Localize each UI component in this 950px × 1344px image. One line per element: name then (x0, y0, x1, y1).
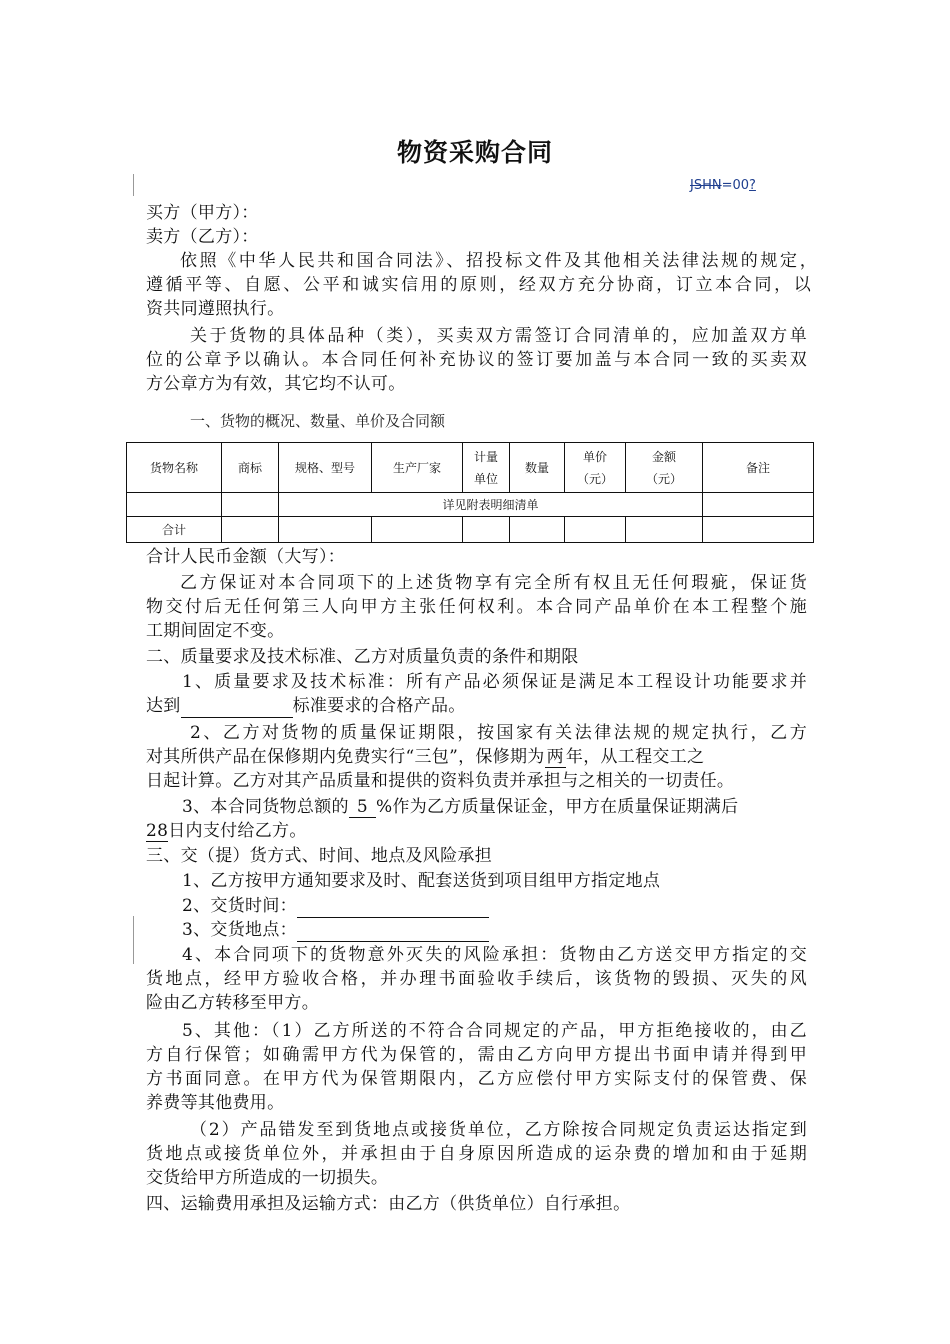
delivery-place-line (182, 918, 847, 942)
margin-bar-top (133, 174, 134, 196)
table-cell (463, 517, 510, 543)
other-line: 5、其他：（1）乙方所送的不符合合同规定的产品，甲方拒绝接收的，由乙 (182, 1021, 807, 1041)
table-cell (626, 517, 703, 543)
quality-line: 1、质量要求及技术标准：所有产品必须保证是满足本工程设计功能要求并 (182, 672, 807, 692)
header-unit-line1: 计量 (473, 449, 498, 464)
risk-line: 4、本合同项下的货物意外灭失的风险承担：货物由乙方送交甲方指定的交 (182, 945, 807, 965)
section-3-title: 三、交（提）货方式、时间、地点及风险承担 (146, 846, 492, 866)
deposit-line (182, 795, 847, 819)
header-amount-line2: （元） (645, 471, 682, 486)
deposit-text: 日内支付给乙方。 (168, 821, 307, 841)
warranty-period-line: 日起计算。乙方对其产品质量和提供的资料负责并承担与之相关的一切责任。 (146, 771, 735, 791)
table-cell (222, 493, 279, 517)
document-number (690, 178, 756, 193)
header-maker: 生产厂家 (372, 443, 463, 493)
header-unit-price (565, 443, 626, 493)
warranty-line: 物交付后无任何第三人向甲方主张任何权利。本合同产品单价在本工程整个施 (146, 597, 807, 617)
contract-title: 物资采购合同 (396, 138, 553, 167)
section-4-title: 四、运输费用承担及运输方式：由乙方（供货单位）自行承担。 (146, 1194, 631, 1214)
section-2-title: 二、质量要求及技术标准、乙方对质量负责的条件和期限 (146, 647, 579, 667)
delivery-time-label: 2、交货时间： (182, 896, 297, 916)
warranty-line: 工期间固定不变。 (146, 621, 285, 641)
intro-line: 资共同遵照执行。 (146, 299, 285, 319)
document-number-underlined: ? (749, 178, 756, 193)
other-line: 方自行保管；如确需甲方代为保管的，需由乙方向甲方提出书面申请并得到甲 (146, 1045, 807, 1065)
warranty-period-text: 年，从工程交工之 (565, 747, 705, 767)
intro-line: 依照《中华人民共和国合同法》、招投标文件及其他相关法律法规的规定， (180, 251, 817, 271)
intro-line: 遵循平等、自愿、公平和诚实信用的原则，经双方充分协商，订立本合同，以 (146, 275, 811, 295)
intro-line: 位的公章予以确认。本合同任何补充协议的签订要加盖与本合同一致的买卖双 (146, 350, 807, 370)
deposit-text: 3、本合同货物总额的 (182, 797, 349, 817)
buyer-line: 买方（甲方）： (146, 203, 259, 223)
header-quantity: 数量 (510, 443, 565, 493)
misdelivery-line: 交货给甲方所造成的一切损失。 (146, 1168, 389, 1188)
section-1-title: 一、货物的概况、数量、单价及合同额 (190, 412, 446, 430)
table-cell (565, 517, 626, 543)
standard-blank (181, 697, 293, 718)
header-goods-name: 货物名称 (127, 443, 222, 493)
delivery-line: 1、乙方按甲方通知要求及时、配套送货到项目组甲方指定地点 (182, 871, 661, 891)
delivery-time-line (182, 894, 847, 918)
header-unit (463, 443, 510, 493)
delivery-place-blank (297, 921, 489, 942)
table-cell (127, 493, 222, 517)
warranty-years-value: 两 (546, 747, 564, 767)
table-cell (279, 517, 372, 543)
warranty-period-line (146, 745, 811, 769)
warranty-period-text: 对其所供产品在保修期内免费实行“三包”，保修期为 (146, 747, 545, 767)
table-cell (372, 517, 463, 543)
total-label-cell: 合计 (127, 517, 222, 543)
header-spec: 规格、型号 (279, 443, 372, 493)
table-total-row (127, 517, 814, 543)
quality-text: 达到 (146, 696, 181, 716)
header-amount (626, 443, 703, 493)
table-cell (222, 517, 279, 543)
document-number-rest: =00 (721, 178, 750, 193)
risk-line: 险由乙方转移至甲方。 (146, 993, 319, 1013)
table-cell (703, 517, 814, 543)
deposit-line (146, 819, 811, 843)
intro-line: 方公章方为有效，其它均不认可。 (146, 374, 406, 394)
misdelivery-line: 货地点或接货单位外，并承担由于自身原因所造成的运杂费的增加和由于延期 (146, 1144, 807, 1164)
other-line: 方书面同意。在甲方代为保管期限内，乙方应偿付甲方实际支付的保管费、保 (146, 1069, 807, 1089)
header-amount-line1: 金额 (651, 449, 676, 464)
header-brand: 商标 (222, 443, 279, 493)
table-cell (510, 517, 565, 543)
header-unit-line2: 单位 (473, 471, 498, 486)
header-unit-price-line2: （元） (576, 471, 613, 486)
intro-line: 关于货物的具体品种（类），买卖双方需签订合同清单的，应加盖双方单 (190, 326, 807, 346)
header-remark: 备注 (703, 443, 814, 493)
table-row (127, 493, 814, 517)
delivery-place-label: 3、交货地点： (182, 920, 297, 940)
margin-bar-middle (133, 916, 134, 964)
delivery-time-blank (297, 897, 489, 918)
table-header-row (127, 443, 814, 493)
deposit-days-value: 28 (146, 821, 169, 841)
warranty-period-line: 2、乙方对货物的质量保证期限，按国家有关法律法规的规定执行，乙方 (190, 723, 807, 743)
warranty-line: 乙方保证对本合同项下的上述货物享有完全所有权且无任何瑕疵，保证货 (180, 573, 807, 593)
document-number-struck: JSHN (690, 178, 722, 193)
risk-line: 货地点，经甲方验收合格，并办理书面验收手续后，该货物的毁损、灭失的风 (146, 969, 807, 989)
detail-note-cell: 详见附表明细清单 (279, 493, 703, 517)
table-cell (703, 493, 814, 517)
deposit-percent-value: 5 (349, 797, 376, 818)
quality-text: 标准要求的合格产品。 (292, 696, 466, 716)
quality-line (146, 694, 811, 718)
misdelivery-line: （2）产品错发至到货地点或接货单位，乙方除按合同规定负责运达指定到 (190, 1120, 807, 1140)
total-rmb-line: 合计人民币金额（大写）： (146, 547, 346, 567)
other-line: 养费等其他费用。 (146, 1093, 285, 1113)
deposit-text: %作为乙方质量保证金，甲方在质量保证期满后 (375, 797, 739, 817)
seller-line: 卖方（乙方）： (146, 227, 259, 247)
header-unit-price-line1: 单价 (582, 449, 607, 464)
goods-table (126, 442, 814, 543)
